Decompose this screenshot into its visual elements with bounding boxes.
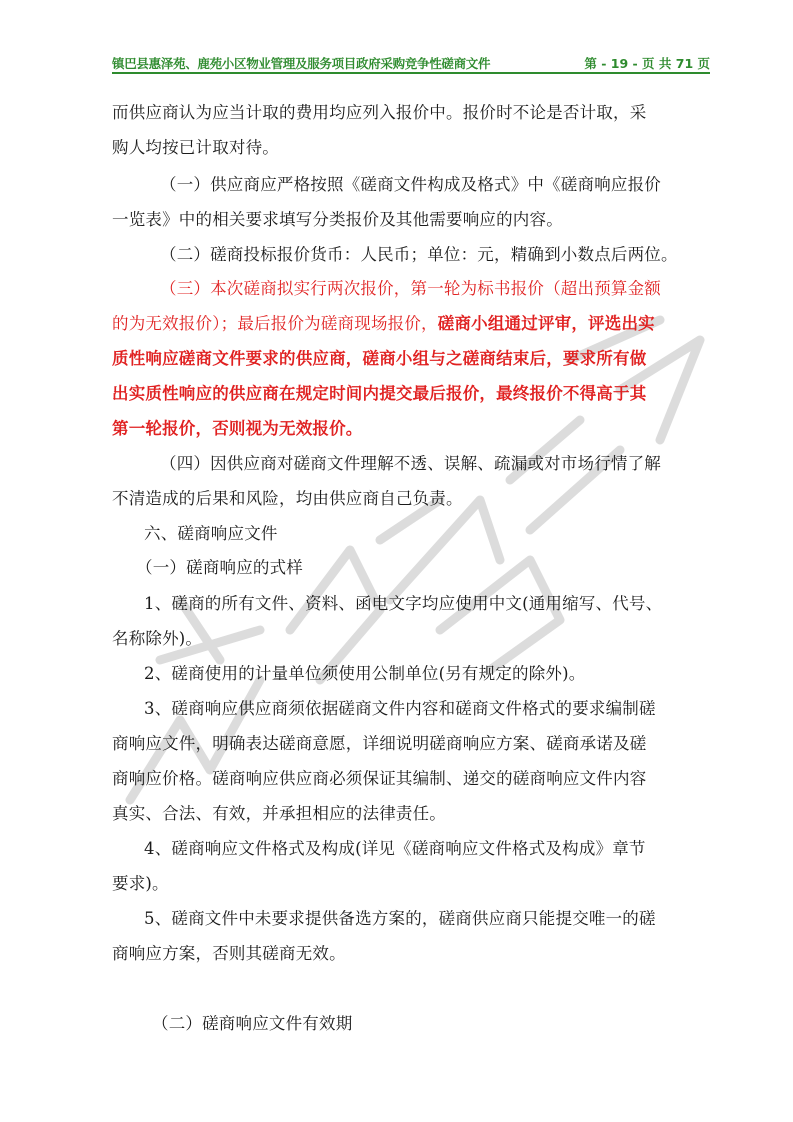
text-segment: 六、磋商响应文件	[144, 524, 278, 543]
paragraph-line	[112, 419, 712, 439]
paragraph-line	[112, 594, 744, 614]
text-segment: 质性响应磋商文件要求的供应商，磋商小组与之磋商结束后，要求所有做	[112, 349, 647, 368]
text-segment: （三）本次磋商拟实行两次报价，第一轮为标书报价（超出预算金额	[160, 279, 661, 298]
paragraph-line	[112, 874, 712, 894]
text-segment: 真实、合法、有效，并承担相应的法律责任。	[112, 804, 446, 823]
text-segment: 第一轮报价，否则视为无效报价。	[112, 419, 363, 438]
text-segment: （二）磋商响应文件有效期	[152, 1014, 353, 1033]
text-segment: （一）磋商响应的式样	[136, 558, 303, 577]
text-segment: 不清造成的后果和风险，均由供应商自己负责。	[112, 489, 463, 508]
text-segment: 出实质性响应的供应商在规定时间内提交最后报价，最终报价不得高于其	[112, 384, 647, 403]
paragraph-line	[112, 103, 712, 123]
paragraph-line	[112, 664, 744, 684]
text-segment: 1、磋商的所有文件、资料、函电文字均应使用中文(通用缩写、代号、	[144, 594, 663, 613]
text-segment: 商响应方案，否则其磋商无效。	[112, 944, 346, 963]
paragraph-line	[112, 210, 712, 230]
paragraph-line	[112, 699, 744, 719]
paragraph-line	[112, 629, 712, 649]
paragraph-line	[112, 454, 760, 474]
text-segment: 一览表》中的相关要求填写分类报价及其他需要响应的内容。	[112, 210, 563, 229]
paragraph-line	[112, 384, 712, 404]
paragraph-line	[112, 524, 744, 544]
header-page-number: 第 - 19 - 页 共 71 页	[584, 56, 710, 71]
paragraph-line	[112, 138, 712, 158]
paragraph-line	[112, 314, 712, 334]
text-segment: 商响应价格。磋商响应供应商必须保证其编制、递交的磋商响应文件内容	[112, 769, 647, 788]
text-segment: 4、磋商响应文件格式及构成(详见《磋商响应文件格式及构成》章节	[144, 839, 646, 858]
paragraph-line	[112, 279, 760, 299]
text-segment: 而供应商认为应当计取的费用均应列入报价中。报价时不论是否计取，采	[112, 103, 647, 122]
paragraph-line	[112, 175, 760, 195]
paragraph-line	[112, 558, 736, 578]
text-segment: （四）因供应商对磋商文件理解不透、误解、疏漏或对市场行情了解	[160, 454, 661, 473]
text-segment: 名称除外)。	[112, 629, 203, 648]
text-segment: 3、磋商响应供应商须依据磋商文件内容和磋商文件格式的要求编制磋	[144, 699, 656, 718]
text-segment: （一）供应商应严格按照《磋商文件构成及格式》中《磋商响应报价	[160, 175, 661, 194]
paragraph-line	[112, 245, 760, 265]
paragraph-line	[112, 769, 712, 789]
text-segment: 购人均按已计取对待。	[112, 138, 279, 157]
header-project-title: 镇巴县惠泽苑、鹿苑小区物业管理及服务项目政府采购竞争性磋商文件	[112, 56, 491, 71]
text-segment: 的为无效报价）；最后报价为磋商现场报价，	[112, 314, 438, 333]
paragraph-line	[112, 839, 744, 859]
paragraph-line	[112, 489, 712, 509]
paragraph-line	[112, 734, 712, 754]
paragraph-line	[112, 349, 712, 369]
paragraph-line	[112, 1014, 752, 1034]
text-segment: 磋商小组通过评审，评选出实	[437, 314, 655, 333]
paragraph-line	[112, 944, 712, 964]
paragraph-line	[112, 909, 744, 929]
page-header	[112, 50, 710, 74]
text-segment: 商响应文件，明确表达磋商意愿，详细说明磋商响应方案、磋商承诺及磋	[112, 734, 647, 753]
text-segment: 5、磋商文件中未要求提供备选方案的，磋商供应商只能提交唯一的磋	[144, 909, 656, 928]
text-segment: 2、磋商使用的计量单位须使用公制单位(另有规定的除外)。	[144, 664, 586, 683]
paragraph-line	[112, 804, 712, 824]
text-segment: 要求)。	[112, 874, 169, 893]
text-segment: （二）磋商投标报价货币：人民币；单位：元，精确到小数点后两位。	[160, 245, 678, 264]
